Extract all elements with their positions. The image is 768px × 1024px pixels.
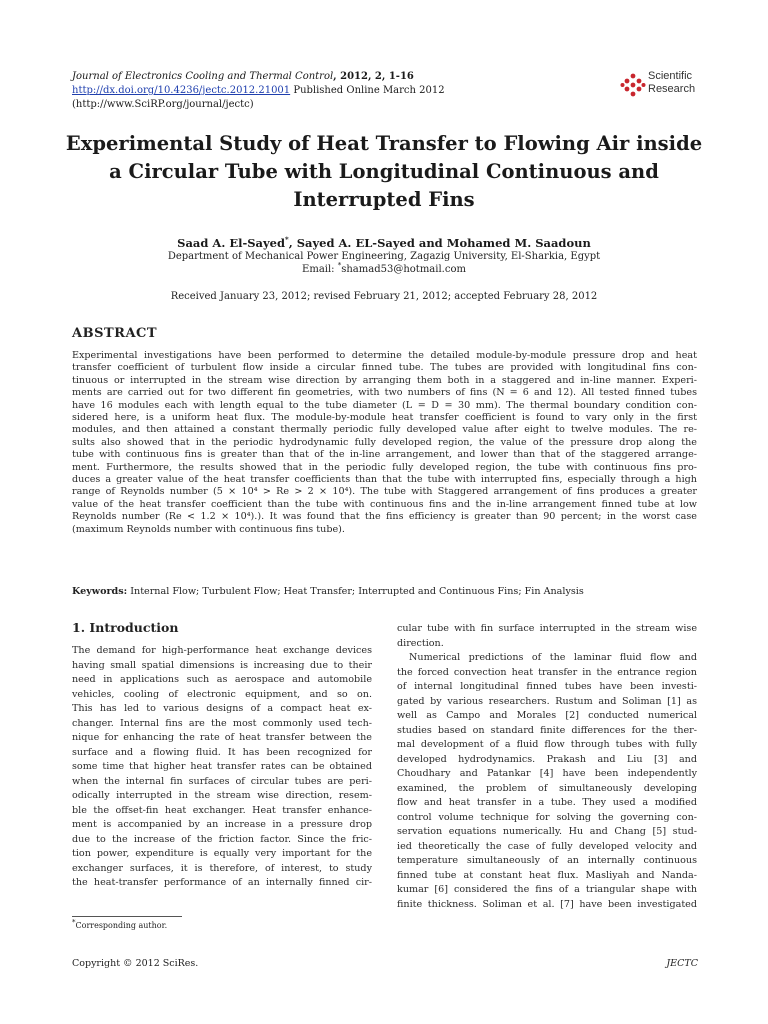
title-line: Experimental Study of Heat Transfer to Flowing Air inside (65, 132, 703, 155)
body-line: ied theoretically the case of fully developed velocity and (397, 840, 697, 852)
body-line: exchanger surfaces, it is therefore, of interest, to study (72, 862, 372, 874)
corresponding-mark: * (285, 235, 289, 245)
body-line: changer. Internal fins are the most commonly used tech- (72, 717, 372, 729)
body-line: when the internal fin surfaces of circular tubes are peri- (72, 775, 372, 787)
abstract-line: transfer coefficient of turbulent flow inside a circular finned tube. The tubes are provided with longitudinal fins con- (72, 362, 697, 374)
email-label: Email: (302, 264, 338, 275)
body-line: well as Campo and Morales [2] conducted numerical (397, 710, 697, 721)
publisher-logo-text (648, 70, 695, 96)
section-heading-introduction: 1. Introduction (72, 620, 179, 635)
abstract-line: sults also showed that in the periodic hydrodynamic fully developed region, the value of the pressure drop along the (72, 436, 697, 448)
body-line: temperature simultaneously of an internally continuous (397, 855, 697, 866)
body-line: tion power, expenditure is equally very important for the (72, 848, 372, 859)
body-line: need in applications such as aerospace and automobile (72, 674, 372, 685)
body-line: examined, the problem of simultaneously developing (397, 782, 697, 794)
journal-name: Journal of Electronics Cooling and Thermal Control (72, 71, 334, 82)
body-line: direction. (397, 637, 444, 649)
body-line: This has led to various designs of a compact heat ex- (72, 703, 372, 714)
author-name: Saad A. El-Sayed (177, 236, 286, 250)
publisher-logo-line2: Research (648, 83, 696, 95)
journal-citation-line (72, 70, 612, 84)
abstract-line: modules, and then attained a constant thermally periodic fully developed value after eight to twelve modules. The re- (72, 424, 697, 436)
footnote-mark: * (72, 918, 76, 927)
published-online: Published Online March 2012 (http://www.SciRP.org/journal/jectc) (72, 85, 445, 110)
abstract-line: tube with continuous fins is greater than that of the in-line arrangement, and lower than that of the staggered arrange- (72, 449, 697, 461)
journal-abbreviation: JECTC (666, 958, 698, 969)
footnote-text: Corresponding author. (75, 921, 168, 930)
footnote (72, 920, 167, 931)
body-line: studies based on standard finite differences for the ther- (397, 724, 697, 736)
doi-link[interactable]: http://dx.doi.org/10.4236/jectc.2012.21001 (72, 85, 291, 96)
keywords-text: Internal Flow; Turbulent Flow; Heat Transfer; Interrupted and Continuous Fins; Fin Analysis (127, 586, 584, 597)
abstract-line: have 16 modules each with length equal to the tube diameter (L = D = 30 mm). The thermal boundary condition con- (72, 399, 697, 411)
article-title (60, 130, 708, 214)
body-line: cular tube with fin surface interrupted in the stream wise (397, 623, 697, 634)
body-line: the forced convection heat transfer in the entrance region (397, 666, 697, 678)
abstract-line: value of the heat transfer coefficient than the tube with continuous fins and the in-line arrangement finned tube at low (72, 498, 697, 510)
body-line: nique for enhancing the rate of heat transfer between the (72, 732, 372, 743)
body-line: ment is accompanied by an increase in a pressure drop (72, 819, 372, 830)
abstract-line: Experimental investigations have been performed to determine the detailed module-by-module pressure drop and heat (72, 350, 697, 361)
body-line: The demand for high-performance heat exchange devices (72, 645, 372, 656)
footnote-rule (72, 916, 182, 917)
abstract-line: duces a greater value of the heat transfer coefficients than that the tube with interrupted fins, especially through a high (72, 474, 697, 486)
abstract-line: tinuous or interrupted in the stream wise direction by arranging them both in a staggered and in-line manner. Experi- (72, 374, 697, 386)
email-mark: * (337, 261, 342, 270)
email-line (60, 263, 708, 276)
body-line: flow and heat transfer in a tube. They used a modified (397, 797, 697, 808)
intro-left-column (72, 644, 372, 891)
intro-right-column (397, 622, 697, 912)
author-list (60, 236, 708, 250)
doi-line (72, 84, 612, 112)
abstract-line: (maximum Reynolds number with continuous fins tube). (72, 523, 345, 535)
title-line: a Circular Tube with Longitudinal Continuous and (109, 160, 659, 183)
abstract-line: sidered here, is a uniform heat flux. The module-by-module heat transfer coefficient is found to vary only in the first (72, 412, 697, 424)
email-address[interactable]: shamad53@hotmail.com (341, 264, 466, 275)
journal-header (72, 70, 612, 112)
body-line: the heat-transfer performance of an internally finned cir- (72, 877, 372, 888)
abstract-line: ments are carried out for two different fin geometries, with two numbers of fins (N = 6 and 12). All tested finned tubes (72, 387, 697, 399)
abstract-body (72, 350, 697, 536)
keywords (72, 585, 697, 598)
other-authors: , Sayed A. EL-Sayed and Mohamed M. Saadoun (288, 236, 591, 250)
body-line: odically interrupted in the stream wise direction, resem- (72, 790, 372, 801)
journal-issue: , 2012, 2, 1-16 (333, 71, 414, 82)
body-line: due to the increase of the friction factor. Since the fric- (72, 833, 372, 845)
copyright-notice: Copyright © 2012 SciRes. (72, 958, 199, 969)
received-dates: Received January 23, 2012; revised February 21, 2012; accepted February 28, 2012 (170, 291, 598, 302)
body-line: developed hydrodynamics. Prakash and Liu [3] and (397, 753, 697, 765)
body-line: Numerical predictions of the laminar fluid flow and (409, 652, 697, 663)
abstract-heading: ABSTRACT (72, 326, 158, 341)
body-line: finite thickness. Soliman et al. [7] have been investigated (397, 898, 697, 910)
body-line: having small spatial dimensions is increasing due to their (72, 659, 372, 671)
affiliation: Department of Mechanical Power Engineering, Zagazig University, El-Sharkia, Egypt (167, 251, 601, 262)
body-line: finned tube at constant heat flux. Masliyah and Nanda- (397, 869, 697, 881)
body-line: servation equations numerically. Hu and Chang [5] stud- (397, 826, 697, 837)
abstract-line: range of Reynolds number (5 × 10⁴ > Re > 2 × 10⁴). The tube with Staggered arrangement of fins produces a greater (72, 486, 697, 498)
publisher-logo-line1: Scientific (648, 70, 693, 82)
body-line: some time that higher heat transfer rates can be obtained (72, 761, 372, 772)
body-line: control volume technique for solving the governing con- (397, 811, 697, 823)
abstract-line: Reynolds number (Re < 1.2 × 10⁴).). It was found that the fins efficiency is greater than 90 percent; in the worst case (72, 511, 697, 523)
body-line: surface and a flowing fluid. It has been recognized for (72, 746, 372, 758)
body-line: Choudhary and Patankar [4] have been independently (397, 768, 697, 779)
keywords-label: Keywords: (72, 586, 128, 597)
body-line: kumar [6] considered the fins of a triangular shape with (397, 884, 697, 895)
abstract-line: ment. Furthermore, the results showed that in the periodic fully developed region, the tube with continuous fins pro- (72, 461, 697, 473)
publisher-logo (620, 70, 710, 102)
body-line: ble the offset-fin heat exchanger. Heat transfer enhance- (72, 804, 372, 816)
publisher-logo-icon (620, 72, 646, 98)
body-line: gated by various researchers. Rustum and Soliman [1] as (397, 695, 697, 707)
body-line: vehicles, cooling of electronic equipment, and so on. (72, 688, 372, 700)
body-line: mal development of a fluid flow through tubes with fully (397, 739, 697, 750)
body-line: of internal longitudinal finned tubes have been investi- (397, 681, 697, 692)
title-line: Interrupted Fins (293, 188, 475, 211)
